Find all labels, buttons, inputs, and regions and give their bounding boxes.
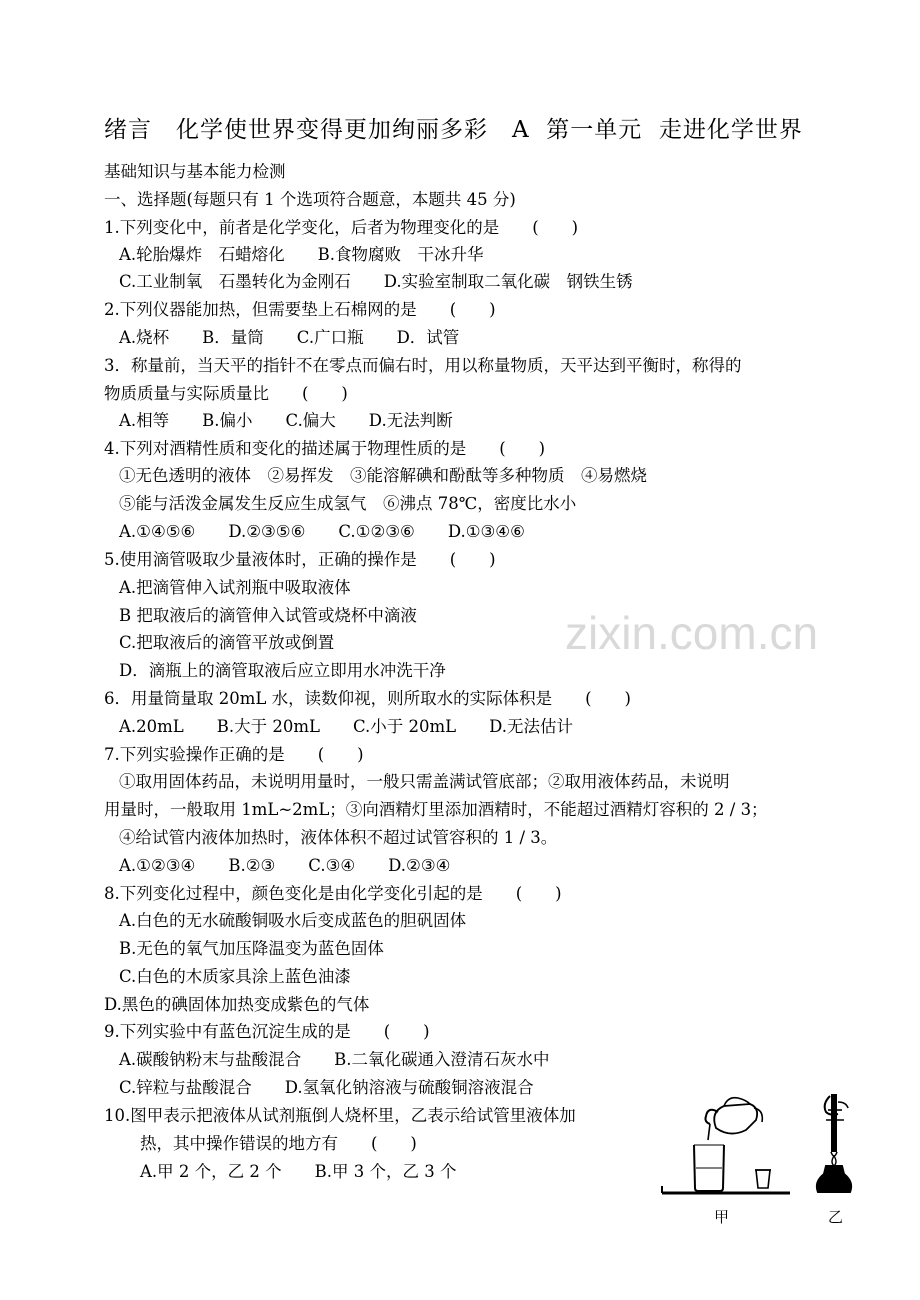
question-4: 4.下列对酒精性质和变化的描述属于物理性质的是 ( ): [104, 439, 546, 458]
q5-option-a: A.把滴管伸入试剂瓶中吸取液体: [119, 578, 351, 597]
question-2: 2.下列仪器能加热，但需要垫上石棉网的是 ( ): [104, 300, 496, 319]
q7-statement-3: ④给试管内液体加热时，液体体积不超过试管容积的 1 / 3。: [119, 828, 558, 847]
question-6: 6．用量筒量取 20mL 水，读数仰视，则所取水的实际体积是 ( ): [104, 689, 631, 708]
figure-a-label: 甲: [714, 1208, 730, 1226]
q8-option-a: A.白色的无水硫酸铜吸水后变成蓝色的胆矾固体: [119, 911, 467, 930]
q8-option-c: C.白色的木质家具涂上蓝色油漆: [119, 967, 351, 986]
page-title: 绪言 化学使世界变得更加绚丽多彩 A 第一单元 走进化学世界: [104, 117, 803, 143]
question-1: 1.下列变化中，前者是化学变化，后者为物理变化的是 ( ): [104, 218, 579, 237]
q4-items-2: ⑤能与活泼金属发生反应生成氢气 ⑥沸点 78℃，密度比水小: [119, 494, 577, 513]
q7-statement-2: 用量时，一般取用 1mL~2mL；③向酒精灯里添加酒精时，不能超过酒精灯容积的 2 / 3；: [104, 800, 768, 819]
q8-option-b: B.无色的氧气加压降温变为蓝色固体: [119, 939, 384, 958]
q10-options: A.甲 2 个，乙 2 个 B.甲 3 个，乙 3 个: [140, 1162, 457, 1181]
q6-options: A.20mL B.大于 20mL C.小于 20mL D.无法估计: [119, 717, 573, 736]
q8-option-d: D.黑色的碘固体加热变成紫色的气体: [104, 995, 370, 1014]
q5-option-c: C.把取液后的滴管平放或倒置: [119, 633, 335, 652]
q5-option-d: D．滴瓶上的滴管取液后应立即用水冲洗干净: [119, 661, 446, 680]
q1-options-cd: C.工业制氧 石墨转化为金刚石 D.实验室制取二氧化碳 钢铁生锈: [119, 272, 633, 291]
q2-options: A.烧杯 B．量筒 C.广口瓶 D．试管: [119, 328, 460, 347]
section-heading: 基础知识与基本能力检测: [104, 162, 286, 181]
q4-items-1: ①无色透明的液体 ②易挥发 ③能溶解碘和酚酞等多种物质 ④易燃烧: [119, 466, 647, 485]
figure-a-drawing: [662, 1098, 790, 1193]
question-5: 5.使用滴管吸取少量液体时，正确的操作是 ( ): [104, 550, 496, 569]
figure-b-label: 乙: [828, 1208, 844, 1226]
question-3-cont: 物质质量与实际质量比 ( ): [104, 384, 348, 403]
experiment-figure: [658, 1090, 866, 1230]
q3-options: A.相等 B.偏小 C.偏大 D.无法判断: [119, 411, 453, 430]
question-9: 9.下列实验中有蓝色沉淀生成的是 ( ): [104, 1022, 430, 1041]
q9-options-ab: A.碳酸钠粉末与盐酸混合 B.二氧化碳通入澄清石灰水中: [119, 1050, 550, 1069]
question-3: 3．称量前，当天平的指针不在零点而偏右时，用以称量物质，天平达到平衡时，称得的: [104, 356, 742, 375]
q4-options: A.①④⑤⑥ D.②③⑤⑥ C.①②③⑥ D.①③④⑥: [119, 522, 525, 541]
question-10-cont: 热，其中操作错误的地方有 ( ): [140, 1134, 417, 1153]
watermark: zixin.com.cn: [565, 607, 819, 659]
question-10: 10.图甲表示把液体从试剂瓶倒人烧杯里，乙表示给试管里液体加: [104, 1106, 576, 1125]
section-instructions: 一、选择题(每题只有 1 个选项符合题意，本题共 45 分): [104, 190, 516, 209]
q5-option-b: B 把取液后的滴管伸入试管或烧杯中滴液: [119, 606, 417, 625]
question-7: 7.下列实验操作正确的是 ( ): [104, 745, 364, 764]
q9-options-cd: C.锌粒与盐酸混合 D.氢氧化钠溶液与硫酸铜溶液混合: [119, 1078, 534, 1097]
figure-b-drawing: [817, 1094, 851, 1192]
q7-options: A.①②③④ B.②③ C.③④ D.②③④: [119, 856, 451, 875]
q7-statement-1: ①取用固体药品，未说明用量时，一般只需盖满试管底部；②取用液体药品，未说明: [119, 772, 730, 791]
question-8: 8.下列变化过程中，颜色变化是由化学变化引起的是 ( ): [104, 884, 562, 903]
q1-options-ab: A.轮胎爆炸 石蜡熔化 B.食物腐败 干冰升华: [119, 245, 484, 264]
